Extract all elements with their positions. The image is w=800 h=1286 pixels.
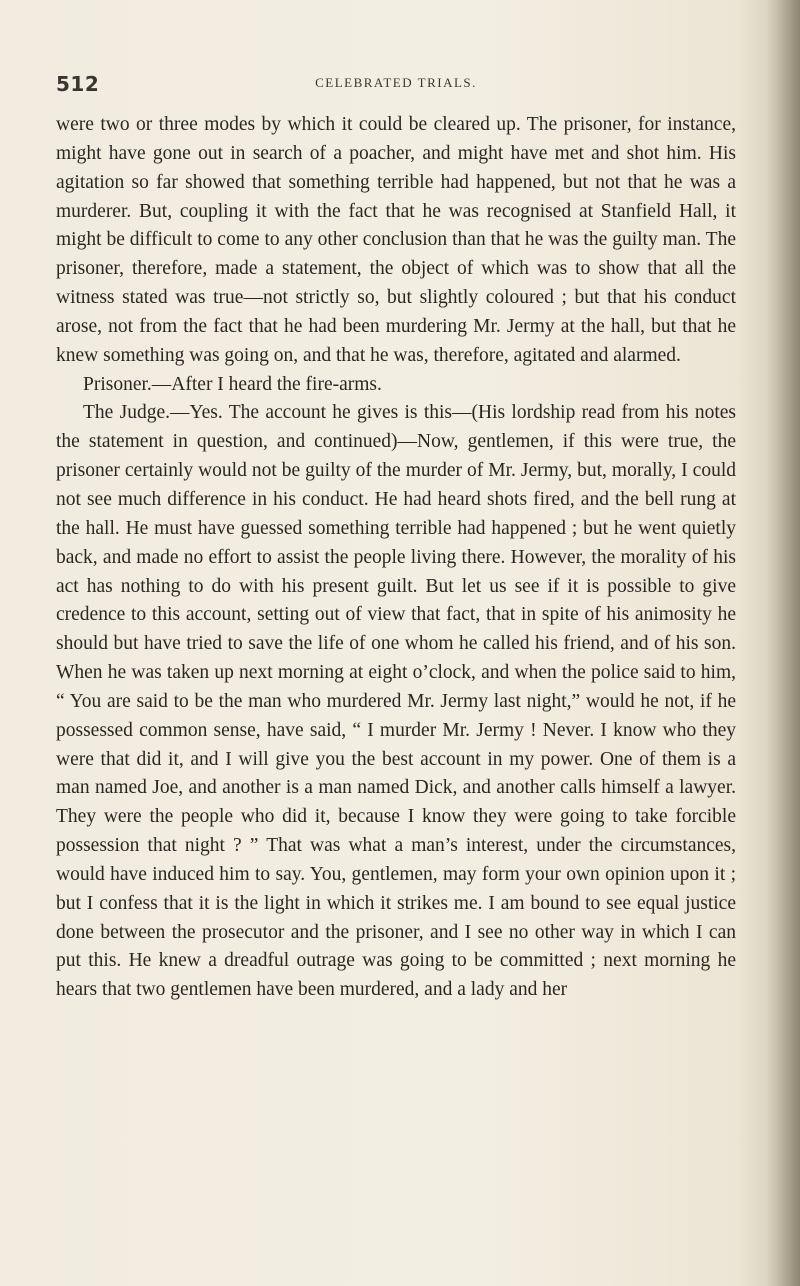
page-header	[56, 72, 736, 96]
page-edge-shadow	[766, 0, 800, 1286]
page-number: 512	[56, 72, 100, 96]
body-text	[56, 111, 736, 1005]
running-head: CELEBRATED TRIALS.	[315, 75, 477, 90]
paragraph-prisoner: Prisoner.—After I heard the fire-arms.	[83, 373, 382, 395]
paragraph-judge: The Judge.—Yes. The account he gives is this—(His lordship read from his notes the statement in question, and continued)—Now, gentlemen, if this were true, the prisoner certainly would not be guilty of the murder of Mr. Jermy, but, morally, I could not see much difference in his conduct. He had heard shots fired, and the bell rung at the hall. He must have guessed something terrible had happened ; but he went quietly back, and made no effort to assist the people living there. However, the morality of his act has nothing to do with his present guilt. But let us see if it is possible to give credence to this account, setting out of view that fact, that in spite of his animosity he should but have tried to save the life of one whom he called his friend, and of his son. When he was taken up next morning at eight o’clock, and when the police said to him, “ You are said to be the man who murdered Mr. Jermy last night,” would he not, if he possessed common sense, have said, “ I murder Mr. Jermy ! Never. I know who they were that did it, and I will give you the best account in my power. One of them is a man named Joe, and another is a man named Dick, and another calls himself a lawyer. They were the people who did it, because I know they were going to take forcible possession that night ? ” That was what a man’s interest, under the circumstances, would have induced him to say. You, gentlemen, may form your own opinion upon it ; but I confess that it is the light in which it strikes me. I am bound to see equal justice done between the prosecutor and the prisoner, and I see no other way in which I can put this. He knew a dreadful outrage was going to be committed ; next morning he hears that two gentlemen have been murdered, and a lady and her	[56, 402, 736, 1001]
paragraph-continued: were two or three modes by which it could be cleared up. The prisoner, for instance, might have gone out in search of a poacher, and might have met and shot him. His agitation so far showed that something terrible had happened, but not that he was a murderer. But, coupling it with the fact that he was recognised at Stanfield Hall, it might be difficult to come to any other conclusion than that he was the guilty man. The prisoner, therefore, made a statement, the object of which was to show that all the witness stated was true—not strictly so, but slightly coloured ; but that his conduct arose, not from the fact that he had been murdering Mr. Jermy at the hall, but that he knew something was going on, and that he was, therefore, agitated and alarmed.	[56, 114, 736, 366]
